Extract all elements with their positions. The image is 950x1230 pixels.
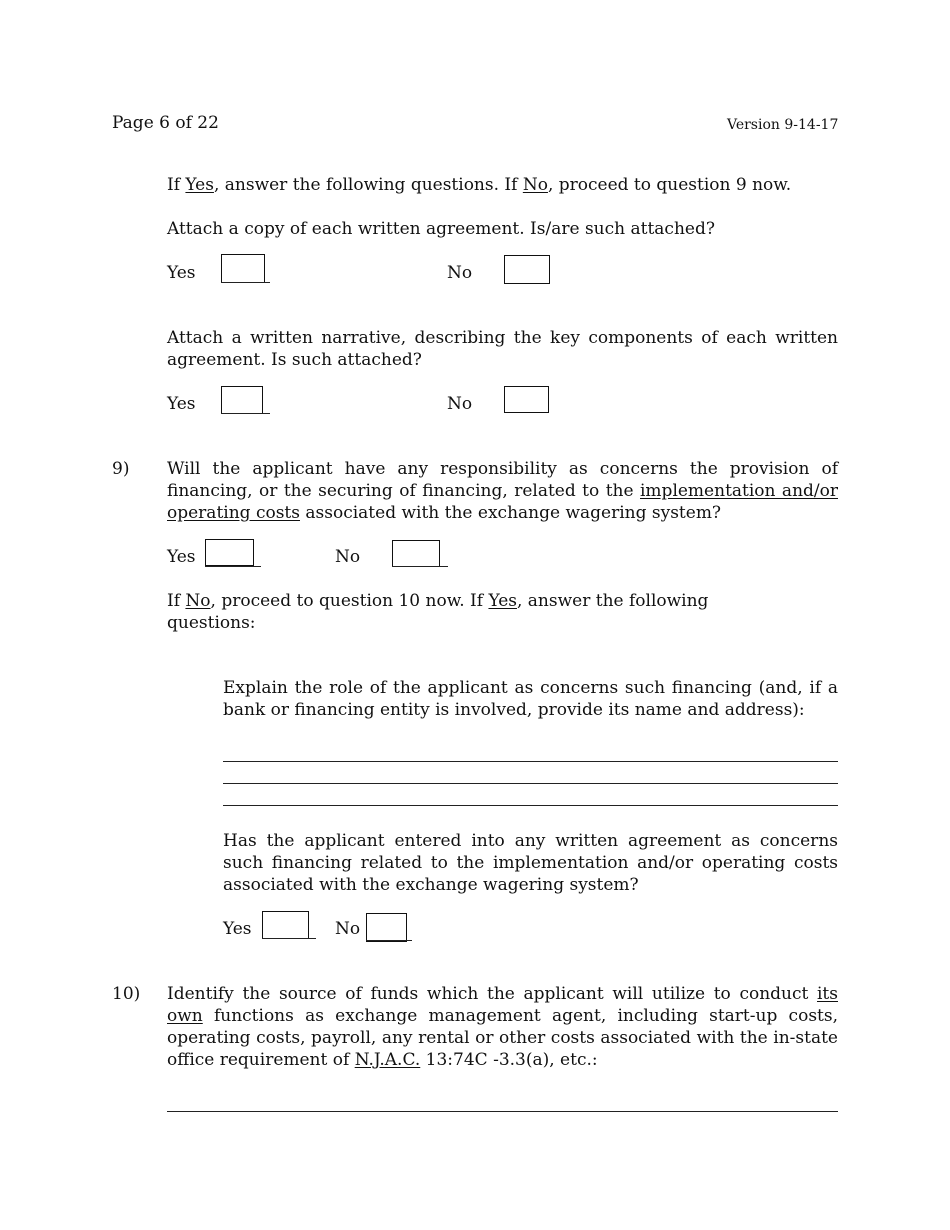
implementation-underlined: implementation and/or operating costs xyxy=(167,481,838,523)
q10-text: Identify the source of funds which the applicant will utilize to conduct its own functions as exchange management agent, including start-up costs, operating costs, payroll, any rental or other costs associated with the in-state office requirement of N.J.A.C. 13:74C -3.3(a), etc.: xyxy=(167,984,838,1070)
q9-yes-checkbox[interactable] xyxy=(205,539,254,566)
version-label: Version 9-14-17 xyxy=(727,117,839,133)
underline xyxy=(205,566,261,567)
yes-label: Yes xyxy=(167,263,196,283)
own-underlined: own xyxy=(167,1006,203,1026)
underline xyxy=(392,566,448,567)
q9-agreement-question: Has the applicant entered into any written agreement as concerns such financing related to the implementation and/or operating costs associated with the exchange wagering system? xyxy=(223,831,838,895)
attach-copy-no-checkbox[interactable] xyxy=(504,255,550,284)
no-label: No xyxy=(335,547,361,567)
its-underlined: its xyxy=(817,984,838,1004)
attach-copy-question: Attach a copy of each written agreement. Is/are such attached? xyxy=(167,219,715,239)
no-underlined: No xyxy=(522,175,548,195)
njac-underlined: N.J.A.C. xyxy=(354,1050,421,1070)
attach-narrative-no-checkbox[interactable] xyxy=(504,386,549,413)
yes-underlined: Yes xyxy=(185,175,214,195)
q9-number: 9) xyxy=(112,459,130,479)
q8-followup-intro: If Yes, answer the following questions. If No, proceed to question 9 now. xyxy=(167,175,792,195)
attach-copy-yes-checkbox[interactable] xyxy=(221,254,265,283)
no-label: No xyxy=(447,394,473,414)
yes-label: Yes xyxy=(223,919,252,939)
answer-line[interactable] xyxy=(223,805,838,806)
underline xyxy=(262,938,316,939)
q9-agreement-yes-checkbox[interactable] xyxy=(262,911,309,939)
attach-narrative-question: Attach a written narrative, describing the key components of each written agreement. Is such attached? xyxy=(167,328,838,370)
underline xyxy=(366,940,412,941)
q10-number: 10) xyxy=(112,984,141,1004)
underline xyxy=(221,413,270,414)
no-label: No xyxy=(447,263,473,283)
attach-narrative-yes-checkbox[interactable] xyxy=(221,386,263,414)
q9-instruction: If No, proceed to question 10 now. If Yes, answer the following questions: xyxy=(167,591,709,633)
answer-line[interactable] xyxy=(167,1111,838,1112)
yes-label: Yes xyxy=(167,394,196,414)
q9-no-checkbox[interactable] xyxy=(392,540,440,567)
no-underlined: No xyxy=(185,591,211,611)
underline xyxy=(221,282,270,283)
answer-line[interactable] xyxy=(223,761,838,762)
yes-underlined: Yes xyxy=(488,591,517,611)
no-label: No xyxy=(335,919,361,939)
q9-text: Will the applicant have any responsibility as concerns the provision of financing, or the securing of financing, related to the implementation and/or operating costs associated with the exchange wagering system? xyxy=(167,459,838,523)
yes-label: Yes xyxy=(167,547,196,567)
answer-line[interactable] xyxy=(223,783,838,784)
q9-agreement-no-checkbox[interactable] xyxy=(366,913,407,942)
q9-explain-question: Explain the role of the applicant as concerns such financing (and, if a bank or financing entity is involved, provide its name and address): xyxy=(223,678,838,720)
page-number: Page 6 of 22 xyxy=(112,113,219,133)
